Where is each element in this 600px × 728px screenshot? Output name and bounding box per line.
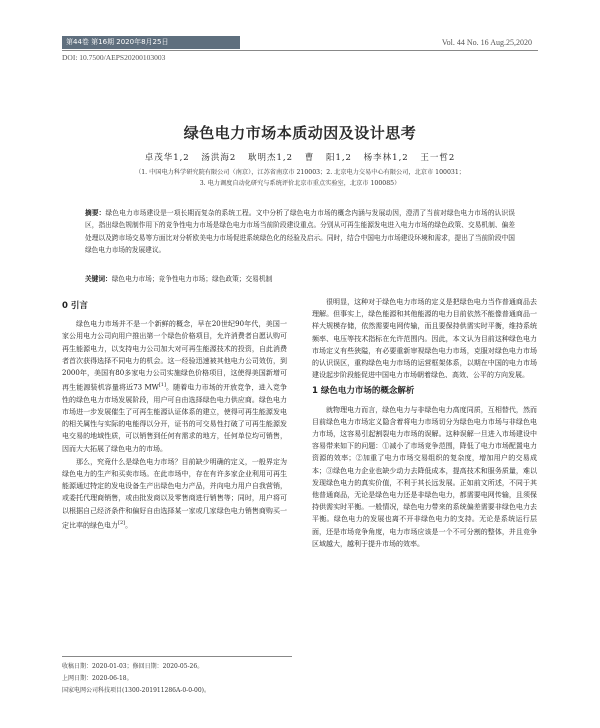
affiliation-line-1: （1. 中国电力科学研究院有限公司（南京），江苏省南京市 210003；2. 北京电力交易中心有限公司，北京市 100031； (135, 169, 465, 176)
citation-ref[interactable]: [1] (158, 382, 166, 389)
citation-ref[interactable]: [2] (118, 519, 126, 526)
paper-title: 绿色电力市场本质动因及设计思考 (183, 124, 417, 142)
author-list: 卓茂华1,2 汤洪海2 耿明杰1,2 曹 阳1,2 杨李林1,2 王一哲2 (144, 153, 456, 163)
fund-info: 国家电网公司科技项目(1300-201911286A-0-0-00)。 (62, 687, 211, 694)
right-column (312, 296, 537, 551)
left-column (62, 296, 287, 532)
keywords (85, 273, 515, 283)
header-rule (62, 50, 538, 51)
paragraph: 那么，究竟什么是绿色电力市场？目前缺少明确的定义，一般界定为绿色电力的生产和买卖市场。在此市场中，存在有许多家企业利用可再生能源通过特定的发电设备生产出绿色电力产品，并向电力用户自我营销，或委托代理商销售，或由批发商以及零售商进行销售等；同时，用户将可以根据自己经济条件和偏好自由选择某一家或几家绿色电力销售商购买一定比率的绿色电力[2]。 (62, 457, 287, 530)
abstract-label: 摘要： (85, 209, 106, 217)
section-heading-intro: 0 引言 (62, 301, 88, 311)
paragraph: 就物理电力而言，绿色电力与非绿色电力高度同质，互相替代，然而目前绿色电力市场定义隐含着将电力市场切分为绿色电力市场与非绿色电力市场，这容易引起割裂电力市场的误解。这种误解一旦进入市场建设中容易带来如下的问题：①减小了市场竞争范围，降低了电力市场配置电力资源的效率；②加重了电力市场交易组织的复杂度，增加用户的交易成本；③绿色电力企业也缺少动力去降低成本，提高技术和服务质量，难以发现绿色电力的真实价值，不利于其长远发展。正如前文所述，不同于其他普通商品，无论是绿色电力还是非绿色电力，都需要电网传输，且须保持供需实时平衡。一般情况，绿色电力带来的系统偏差需要非绿色电力去平衡。绿色电力的发展也离不开非绿色电力的支持。无论是系统运行层面，还是市场竞争角度，电力市场应该是一个不可分割的整体，并且竞争区域越大，越利于提升市场的效率。 (312, 405, 537, 548)
volume-info: Vol. 44 No. 16 Aug.25,2020 (441, 38, 532, 47)
volume-badge: 第44卷 第16期 2020年8月25日 (62, 36, 240, 49)
doi[interactable]: DOI: 10.7500/AEPS20200103003 (62, 53, 166, 62)
affiliation-line-2: 3. 电力调度自动化研究与系统评价北京市重点实验室，北京市 100085） (199, 180, 401, 187)
keywords-label: 关键词： (85, 275, 112, 283)
section-heading-concept: 1 绿色电力市场的概念解析 (312, 386, 415, 397)
paragraph: 很明显，这种对于绿色电力市场的定义是把绿色电力当作普通商品去理解。但事实上，绿色能源和其他能源的电力目前依然不能像普通商品一样大规模存储，依然需要电网传输，而且要保持供需实时平衡，维持系统频率、电压等技术指标在允许范围内。因此，本文认为目前这种绿色电力市场定义有些狭隘，有必要重新审视绿色电力市场，克服对绿色电力市场的认识误区，重构绿色电力市场的运营框架体系，以期在中国的电力市场建设起步阶段能促进中国电力市场朝着绿色、高效、公平的方向发展。 (312, 298, 537, 380)
abstract-text: 绿色电力市场建设是一项长期而复杂的系统工程。文中分析了绿色电力市场的概念内涵与发展动因，澄清了当前对绿色电力市场的认识误区，指出绿色规制作用下的竞争性电力市场是绿色电力市场当前阶段建设重点。分别从可再生能源发电进入电力市场的绿色政策、交易机制、偏差处理以及跨市场交易等方面比对分析欧美电力市场促进系统绿色化的经验及启示。同时，结合中国电力市场建设环境和需求，提出了当前阶段中国绿色电力市场的发展建议。 (85, 209, 515, 254)
keywords-text: 绿色电力市场；竞争性电力市场；绿色政策；交易机制 (111, 275, 273, 283)
paragraph: 绿色电力市场并不是一个新鲜的概念，早在20世纪90年代，美国一家公用电力公司向用户推出第一个绿色价格项目，允许消费者自愿认购可再生能源电力，以支持电力公司加大对可再生能源技术的投资，自此消费者首次获得选择不同电力的机会。这一经验迅速被其他电力公司效仿，到2000年，美国有80多家电力公司实施绿色价格项目，这使得美国新增可再生能源装机容量将近73 MW[1]。随着电力市场的开放竞争，进入竞争性的绿色电力市场发展阶段，用户可自由选择绿色电力供应商。绿色电力市场进一步发展催生了可再生能源认证体系的建立，使得可再生能源发电的相关属性与实际的电能得以分开，证书的可交易性打破了可再生能源发电交易的地域性质，可以销售到任何有需求的地方，任何单位均可销售，因而大大拓展了绿色电力的市场。 (62, 320, 288, 453)
online-date: 上网日期：2020-06-18。 (62, 675, 133, 682)
abstract (85, 207, 515, 256)
footnotes (62, 656, 292, 697)
received-date: 收稿日期：2020-01-03；修回日期：2020-05-26。 (62, 663, 204, 670)
